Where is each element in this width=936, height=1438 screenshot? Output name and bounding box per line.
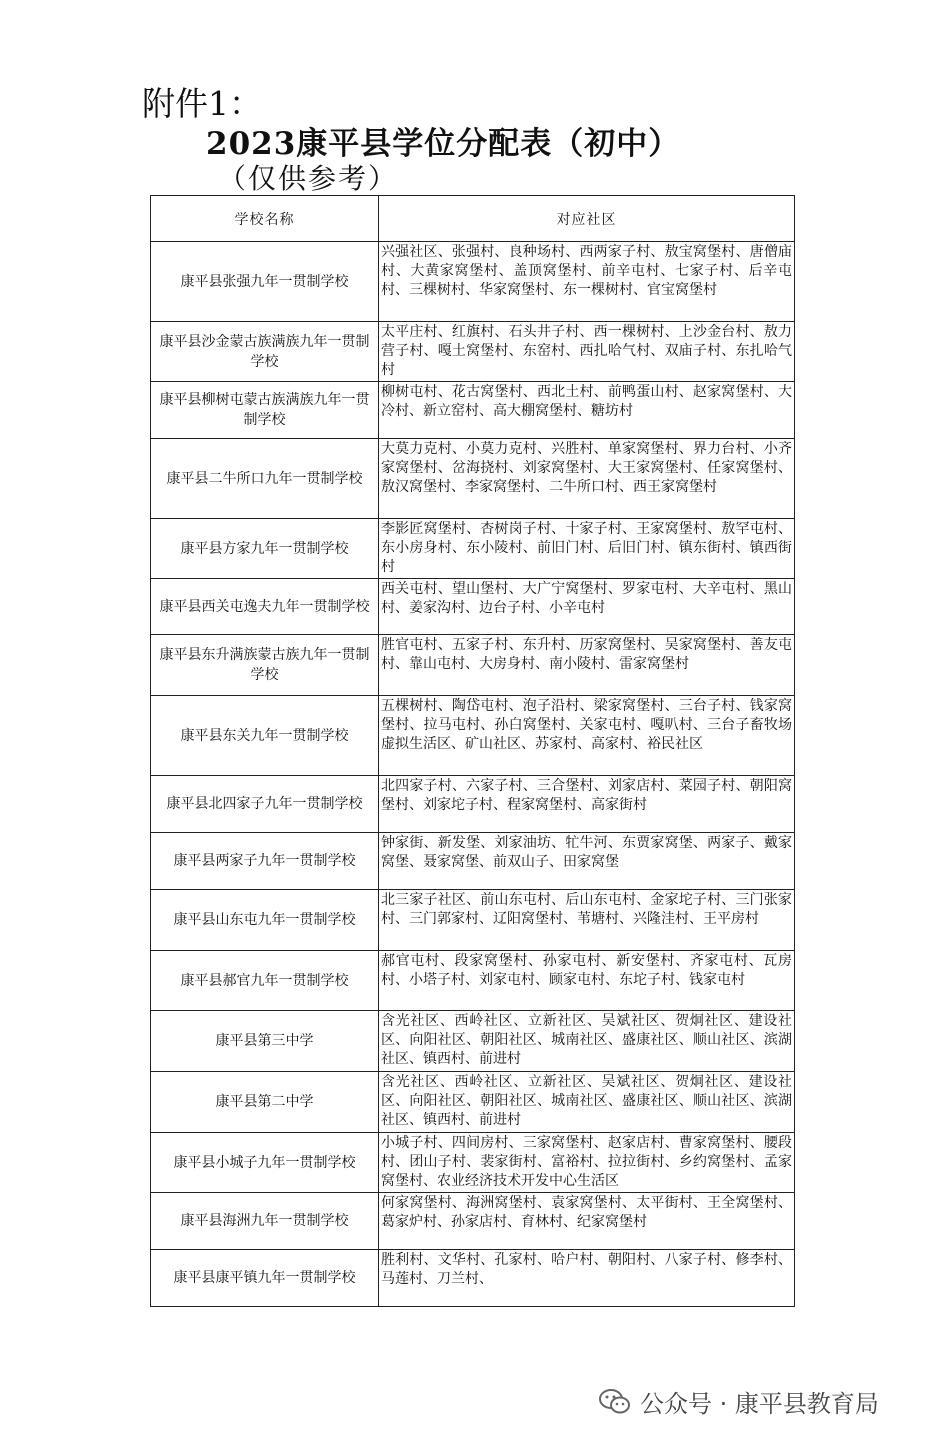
document-title: 2023康平县学位分配表（初中） <box>206 126 681 162</box>
community-list: 兴强社区、张强村、良种场村、西两家子村、敖宝窝堡村、唐僧庙村、大黄家窝堡村、盖顶窝堡村、前辛屯村、七家子村、后辛屯村、三棵树村、华家窝堡村、东一棵树村、官宝窝堡村 <box>379 242 795 322</box>
school-name: 康平县海洲九年一贯制学校 <box>151 1193 379 1250</box>
table-row <box>151 1133 795 1193</box>
community-list: 小城子村、四间房村、三家窝堡村、赵家店村、曹家窝堡村、腰段村、团山子村、裴家街村、富裕村、拉拉街村、乡约窝堡村、孟家窝堡村、农业经济技术开发中心生活区 <box>379 1133 795 1193</box>
community-list: 北三家子社区、前山东屯村、后山东屯村、金家坨子村、三门张家村、三门郭家村、辽阳窝堡村、苇塘村、兴隆洼村、王平房村 <box>379 890 795 951</box>
school-name: 康平县两家子九年一贯制学校 <box>151 833 379 890</box>
school-name: 康平县郝官九年一贯制学校 <box>151 951 379 1011</box>
school-name: 康平县康平镇九年一贯制学校 <box>151 1250 379 1307</box>
table-row <box>151 1072 795 1133</box>
community-list: 钟家街、新发堡、刘家油坊、牤牛河、东贾家窝堡、两家子、戴家窝堡、聂家窝堡、前双山子、田家窝堡 <box>379 833 795 890</box>
attachment-label: 附件1： <box>142 84 262 123</box>
community-list: 西关屯村、望山堡村、大广宁窝堡村、罗家屯村、大辛屯村、黑山村、姜家沟村、边台子村、小辛屯村 <box>379 579 795 635</box>
table-row <box>151 322 795 382</box>
table-row <box>151 579 795 635</box>
community-list: 太平庄村、红旗村、石头井子村、西一棵树村、上沙金台村、敖力营子村、嘎土窝堡村、东窑村、西扎哈气村、双庙子村、东扎哈气村 <box>379 322 795 382</box>
table-row <box>151 833 795 890</box>
school-name: 康平县第二中学 <box>151 1072 379 1133</box>
table-row <box>151 382 795 439</box>
header-school: 学校名称 <box>151 196 379 242</box>
school-name: 康平县小城子九年一贯制学校 <box>151 1133 379 1193</box>
table-row <box>151 1011 795 1072</box>
school-name: 康平县西关屯逸夫九年一贯制学校 <box>151 579 379 635</box>
community-list: 李影匠窝堡村、杏树岗子村、十家子村、王家窝堡村、敖罕屯村、东小房身村、东小陵村、前旧门村、后旧门村、镇东街村、镇西街村 <box>379 519 795 579</box>
table-row <box>151 776 795 833</box>
table-row <box>151 1193 795 1250</box>
table-row <box>151 696 795 776</box>
allocation-table <box>150 195 795 1307</box>
table-row <box>151 890 795 951</box>
school-name: 康平县山东屯九年一贯制学校 <box>151 890 379 951</box>
document-subtitle: （仅供参考） <box>218 162 399 195</box>
table-row <box>151 635 795 696</box>
table-row <box>151 242 795 322</box>
school-name: 康平县东升满族蒙古族九年一贯制学校 <box>151 635 379 696</box>
community-list: 胜官屯村、五家子村、东升村、历家窝堡村、吴家窝堡村、善友屯村、靠山屯村、大房身村、南小陵村、雷家窝堡村 <box>379 635 795 696</box>
community-list: 含光社区、西岭社区、立新社区、吴斌社区、贺炯社区、建设社区、向阳社区、朝阳社区、城南社区、盛康社区、顺山社区、滨湖社区、镇西村、前进村 <box>379 1072 795 1133</box>
table-row <box>151 1250 795 1307</box>
header-community: 对应社区 <box>379 196 795 242</box>
school-name: 康平县方家九年一贯制学校 <box>151 519 379 579</box>
wechat-icon <box>598 1387 632 1417</box>
community-list: 胜利村、文华村、孔家村、哈户村、朝阳村、八家子村、修李村、马莲村、刀兰村、 <box>379 1250 795 1307</box>
table-row <box>151 519 795 579</box>
community-list: 北四家子村、六家子村、三合堡村、刘家店村、菜园子村、朝阳窝堡村、刘家坨子村、程家窝堡村、高家街村 <box>379 776 795 833</box>
school-name: 康平县柳树屯蒙古族满族九年一贯制学校 <box>151 382 379 439</box>
school-name: 康平县沙金蒙古族满族九年一贯制学校 <box>151 322 379 382</box>
wechat-footer <box>598 1384 879 1419</box>
school-name: 康平县张强九年一贯制学校 <box>151 242 379 322</box>
community-list: 五棵树村、陶岱屯村、泡子沿村、梁家窝堡村、三台子村、钱家窝堡村、拉马屯村、孙白窝堡村、关家屯村、嘎叭村、三台子畜牧场虚拟生活区、矿山社区、苏家村、高家村、裕民社区 <box>379 696 795 776</box>
community-list: 大莫力克村、小莫力克村、兴胜村、单家窝堡村、界力台村、小齐家窝堡村、岔海挠村、刘家窝堡村、大王家窝堡村、任家窝堡村、敖汉窝堡村、李家窝堡村、二牛所口村、西王家窝堡村 <box>379 439 795 519</box>
table-header-row <box>151 196 795 242</box>
school-name: 康平县东关九年一贯制学校 <box>151 696 379 776</box>
community-list: 何家窝堡村、海洲窝堡村、袁家窝堡村、太平街村、王全窝堡村、葛家炉村、孙家店村、育林村、纪家窝堡村 <box>379 1193 795 1250</box>
footer-text: 公众号 · 康平县教育局 <box>640 1390 879 1418</box>
table-row <box>151 439 795 519</box>
table-row <box>151 951 795 1011</box>
community-list: 柳树屯村、花古窝堡村、西北土村、前鸭蛋山村、赵家窝堡村、大冷村、新立窑村、高大棚窝堡村、糖坊村 <box>379 382 795 439</box>
school-name: 康平县北四家子九年一贯制学校 <box>151 776 379 833</box>
school-name: 康平县第三中学 <box>151 1011 379 1072</box>
community-list: 含光社区、西岭社区、立新社区、吴斌社区、贺炯社区、建设社区、向阳社区、朝阳社区、城南社区、盛康社区、顺山社区、滨湖社区、镇西村、前进村 <box>379 1011 795 1072</box>
school-name: 康平县二牛所口九年一贯制学校 <box>151 439 379 519</box>
community-list: 郝官屯村、段家窝堡村、孙家屯村、新安堡村、齐家屯村、瓦房村、小塔子村、刘家屯村、顾家屯村、东坨子村、钱家屯村 <box>379 951 795 1011</box>
